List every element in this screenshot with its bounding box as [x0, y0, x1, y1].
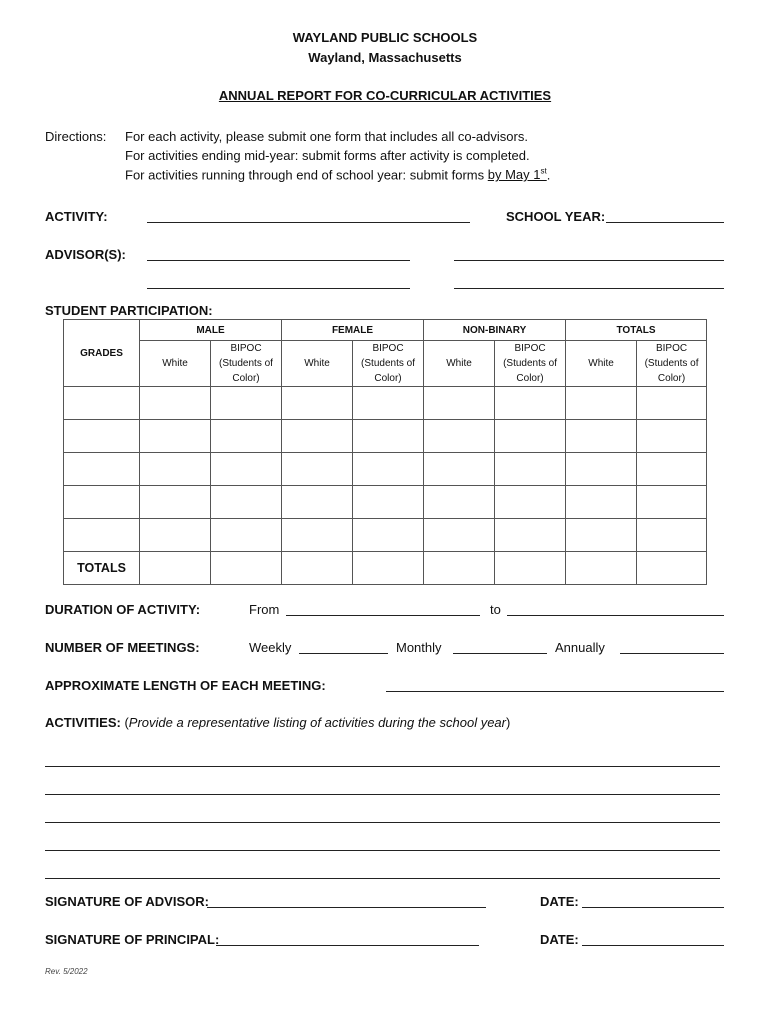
directions-label: Directions:	[45, 129, 107, 144]
group-header-male: MALE	[140, 320, 282, 341]
activities-line[interactable]	[45, 766, 720, 767]
activities-line[interactable]	[45, 850, 720, 851]
count-cell[interactable]	[282, 420, 353, 453]
count-cell[interactable]	[566, 552, 637, 585]
count-cell[interactable]	[495, 387, 566, 420]
count-cell[interactable]	[211, 420, 282, 453]
count-cell[interactable]	[566, 420, 637, 453]
activities-line[interactable]	[45, 878, 720, 879]
table-row	[64, 519, 707, 552]
bipoc-header: BIPOC (Students of Color)	[637, 341, 707, 387]
white-header: White	[566, 341, 637, 387]
count-cell[interactable]	[353, 420, 424, 453]
table-row	[64, 420, 707, 453]
count-cell[interactable]	[140, 387, 211, 420]
count-cell[interactable]	[282, 486, 353, 519]
activities-heading: ACTIVITIES: (Provide a representative listing of activities during the school year)	[45, 715, 511, 730]
count-cell[interactable]	[424, 486, 495, 519]
white-header: White	[282, 341, 353, 387]
count-cell[interactable]	[353, 486, 424, 519]
white-header: White	[140, 341, 211, 387]
annually-label: Annually	[555, 640, 605, 655]
count-cell[interactable]	[211, 387, 282, 420]
white-header: White	[424, 341, 495, 387]
count-cell[interactable]	[566, 486, 637, 519]
count-cell[interactable]	[424, 420, 495, 453]
count-cell[interactable]	[282, 519, 353, 552]
count-cell[interactable]	[424, 552, 495, 585]
count-cell[interactable]	[495, 453, 566, 486]
count-cell[interactable]	[211, 486, 282, 519]
duration-from-input[interactable]	[286, 615, 480, 616]
grades-header: GRADES	[64, 320, 140, 387]
advisor-input-2[interactable]	[454, 260, 724, 261]
directions-line-2: For activities ending mid-year: submit forms after activity is completed.	[125, 148, 530, 163]
count-cell[interactable]	[637, 387, 707, 420]
participation-table	[63, 319, 707, 585]
count-cell[interactable]	[211, 552, 282, 585]
count-cell[interactable]	[353, 453, 424, 486]
deadline: by May 1st	[487, 167, 547, 183]
count-cell[interactable]	[495, 552, 566, 585]
meeting-length-label: APPROXIMATE LENGTH OF EACH MEETING:	[45, 678, 326, 693]
grade-cell[interactable]	[64, 519, 140, 552]
count-cell[interactable]	[353, 552, 424, 585]
count-cell[interactable]	[282, 387, 353, 420]
totals-row	[64, 552, 707, 585]
grade-cell[interactable]	[64, 420, 140, 453]
advisor-input-4[interactable]	[454, 288, 724, 289]
count-cell[interactable]	[637, 519, 707, 552]
school-name: WAYLAND PUBLIC SCHOOLS	[292, 30, 478, 45]
count-cell[interactable]	[140, 420, 211, 453]
count-cell[interactable]	[637, 486, 707, 519]
school-year-input[interactable]	[606, 222, 724, 223]
revision-note: Rev. 5/2022	[45, 967, 88, 976]
count-cell[interactable]	[353, 519, 424, 552]
bipoc-header: BIPOC (Students of Color)	[353, 341, 424, 387]
page-title: ANNUAL REPORT FOR CO-CURRICULAR ACTIVITIES	[218, 88, 552, 103]
count-cell[interactable]	[424, 387, 495, 420]
count-cell[interactable]	[566, 387, 637, 420]
weekly-label: Weekly	[249, 640, 292, 655]
count-cell[interactable]	[566, 519, 637, 552]
school-location: Wayland, Massachusetts	[308, 50, 462, 65]
school-year-label: SCHOOL YEAR:	[506, 209, 606, 224]
meeting-length-input[interactable]	[386, 691, 724, 692]
principal-signature-input[interactable]	[216, 945, 479, 946]
totals-row-label: TOTALS	[64, 552, 140, 585]
advisor-date-label: DATE:	[540, 894, 579, 909]
monthly-label: Monthly	[396, 640, 442, 655]
group-header-totals: TOTALS	[566, 320, 707, 341]
duration-label: DURATION OF ACTIVITY:	[45, 602, 201, 617]
table-row	[64, 486, 707, 519]
activity-label: ACTIVITY:	[45, 209, 108, 224]
grade-cell[interactable]	[64, 453, 140, 486]
advisor-input-1[interactable]	[147, 260, 410, 261]
directions-line-3: For activities running through end of school year: submit forms by May 1st.	[125, 167, 551, 183]
activity-input[interactable]	[147, 222, 470, 223]
count-cell[interactable]	[140, 519, 211, 552]
principal-date-input[interactable]	[582, 945, 724, 946]
count-cell[interactable]	[495, 420, 566, 453]
activities-hint: Provide a representative listing of activities during the school year	[128, 715, 506, 730]
advisors-label: ADVISOR(S):	[45, 247, 126, 262]
count-cell[interactable]	[637, 453, 707, 486]
advisor-input-3[interactable]	[147, 288, 410, 289]
principal-signature-label: SIGNATURE OF PRINCIPAL:	[45, 932, 220, 947]
count-cell[interactable]	[566, 453, 637, 486]
directions-line-1: For each activity, please submit one form that includes all co-advisors.	[125, 129, 528, 144]
count-cell[interactable]	[495, 486, 566, 519]
monthly-input[interactable]	[453, 653, 547, 654]
group-header-female: FEMALE	[282, 320, 424, 341]
table-row	[64, 387, 707, 420]
duration-from-label: From	[249, 602, 280, 617]
weekly-input[interactable]	[299, 653, 388, 654]
count-cell[interactable]	[140, 453, 211, 486]
duration-to-label: to	[490, 602, 501, 617]
activities-line[interactable]	[45, 822, 720, 823]
count-cell[interactable]	[211, 453, 282, 486]
participation-label: STUDENT PARTICIPATION:	[45, 303, 213, 318]
count-cell[interactable]	[424, 519, 495, 552]
duration-to-input[interactable]	[507, 615, 724, 616]
advisor-signature-label: SIGNATURE OF ADVISOR:	[45, 894, 209, 909]
count-cell[interactable]	[211, 519, 282, 552]
bipoc-header: BIPOC (Students of Color)	[211, 341, 282, 387]
principal-date-label: DATE:	[540, 932, 579, 947]
meetings-label: NUMBER OF MEETINGS:	[45, 640, 200, 655]
annually-input[interactable]	[620, 653, 724, 654]
table-row	[64, 453, 707, 486]
count-cell[interactable]	[282, 453, 353, 486]
grade-cell[interactable]	[64, 486, 140, 519]
count-cell[interactable]	[140, 486, 211, 519]
count-cell[interactable]	[637, 420, 707, 453]
activities-line[interactable]	[45, 794, 720, 795]
advisor-signature-input[interactable]	[207, 907, 486, 908]
advisor-date-input[interactable]	[582, 907, 724, 908]
count-cell[interactable]	[282, 552, 353, 585]
grade-cell[interactable]	[64, 387, 140, 420]
count-cell[interactable]	[424, 453, 495, 486]
count-cell[interactable]	[495, 519, 566, 552]
count-cell[interactable]	[353, 387, 424, 420]
count-cell[interactable]	[140, 552, 211, 585]
count-cell[interactable]	[637, 552, 707, 585]
group-header-non-binary: NON-BINARY	[424, 320, 566, 341]
bipoc-header: BIPOC (Students of Color)	[495, 341, 566, 387]
